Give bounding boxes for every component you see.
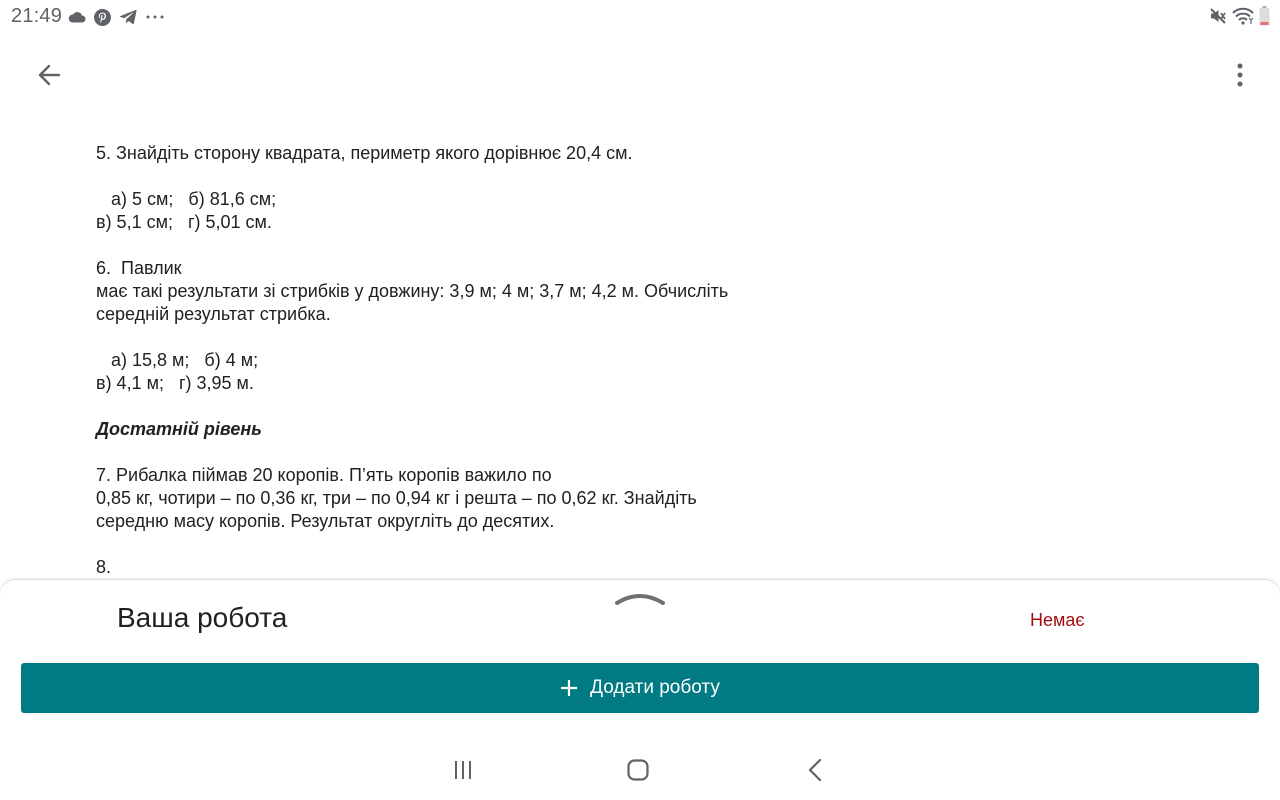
question-6-options-1: а) 15,8 м; б) 4 м; bbox=[96, 350, 259, 370]
home-icon bbox=[627, 759, 649, 781]
status-time: 21:49 bbox=[11, 5, 63, 27]
question-6-line-2: має такі результати зі стрибків у довжину: 3,9 м; 4 м; 3,7 м; 4,2 м. Обчисліть bbox=[96, 281, 729, 301]
assignment-content bbox=[96, 142, 816, 579]
wifi-icon bbox=[1232, 7, 1254, 25]
cloud-icon bbox=[68, 11, 86, 23]
sheet-expand-handle[interactable] bbox=[614, 590, 666, 606]
question-5-text: 5. Знайдіть сторону квадрата, периметр якого дорівнює 20,4 см. bbox=[96, 143, 633, 163]
question-8-line-1: 8. bbox=[96, 557, 112, 577]
navigation-bar bbox=[0, 740, 1280, 800]
more-options-button[interactable] bbox=[1220, 55, 1260, 95]
question-7-line-1: 7. Рибалка піймав 20 коропів. П’ять коропів важило по bbox=[96, 465, 552, 485]
more-notifications-icon bbox=[145, 14, 165, 20]
app-bar bbox=[0, 50, 1280, 100]
pinterest-icon bbox=[94, 9, 111, 26]
question-6-line-3: середній результат стрибка. bbox=[96, 304, 331, 324]
chevron-up-icon bbox=[614, 590, 666, 606]
submission-status: Немає bbox=[1030, 610, 1085, 630]
question-7-line-2: 0,85 кг, чотири – по 0,36 кг, три – по 0,94 кг і решта – по 0,62 кг. Знайдіть bbox=[96, 488, 697, 508]
question-5-options-2: в) 5,1 см; г) 5,01 см. bbox=[96, 212, 272, 232]
nav-back-button[interactable] bbox=[795, 755, 835, 785]
system-icons bbox=[1209, 6, 1270, 26]
recent-apps-icon bbox=[453, 760, 473, 780]
more-vert-icon bbox=[1236, 62, 1244, 88]
nav-back-icon bbox=[808, 759, 822, 781]
back-button[interactable] bbox=[29, 55, 69, 95]
question-6-line-1: 6. Павлик bbox=[96, 258, 182, 278]
telegram-icon bbox=[119, 9, 137, 25]
notification-icons bbox=[68, 8, 165, 26]
home-button[interactable] bbox=[618, 755, 658, 785]
question-5-options-1: а) 5 см; б) 81,6 см; bbox=[96, 189, 277, 209]
question-6-options-2: в) 4,1 м; г) 3,95 м. bbox=[96, 373, 254, 393]
plus-icon bbox=[560, 679, 578, 697]
section-heading: Достатній рівень bbox=[96, 419, 262, 439]
battery-low-icon bbox=[1259, 6, 1270, 26]
add-work-button[interactable] bbox=[21, 663, 1259, 713]
status-bar bbox=[0, 0, 1280, 32]
question-7-line-3: середню масу коропів. Результат округліть до десятих. bbox=[96, 511, 555, 531]
add-work-label: Додати роботу bbox=[590, 677, 720, 698]
your-work-title: Ваша робота bbox=[117, 602, 288, 633]
arrow-back-icon bbox=[36, 62, 62, 88]
recent-apps-button[interactable] bbox=[443, 755, 483, 785]
mute-icon bbox=[1209, 7, 1227, 25]
